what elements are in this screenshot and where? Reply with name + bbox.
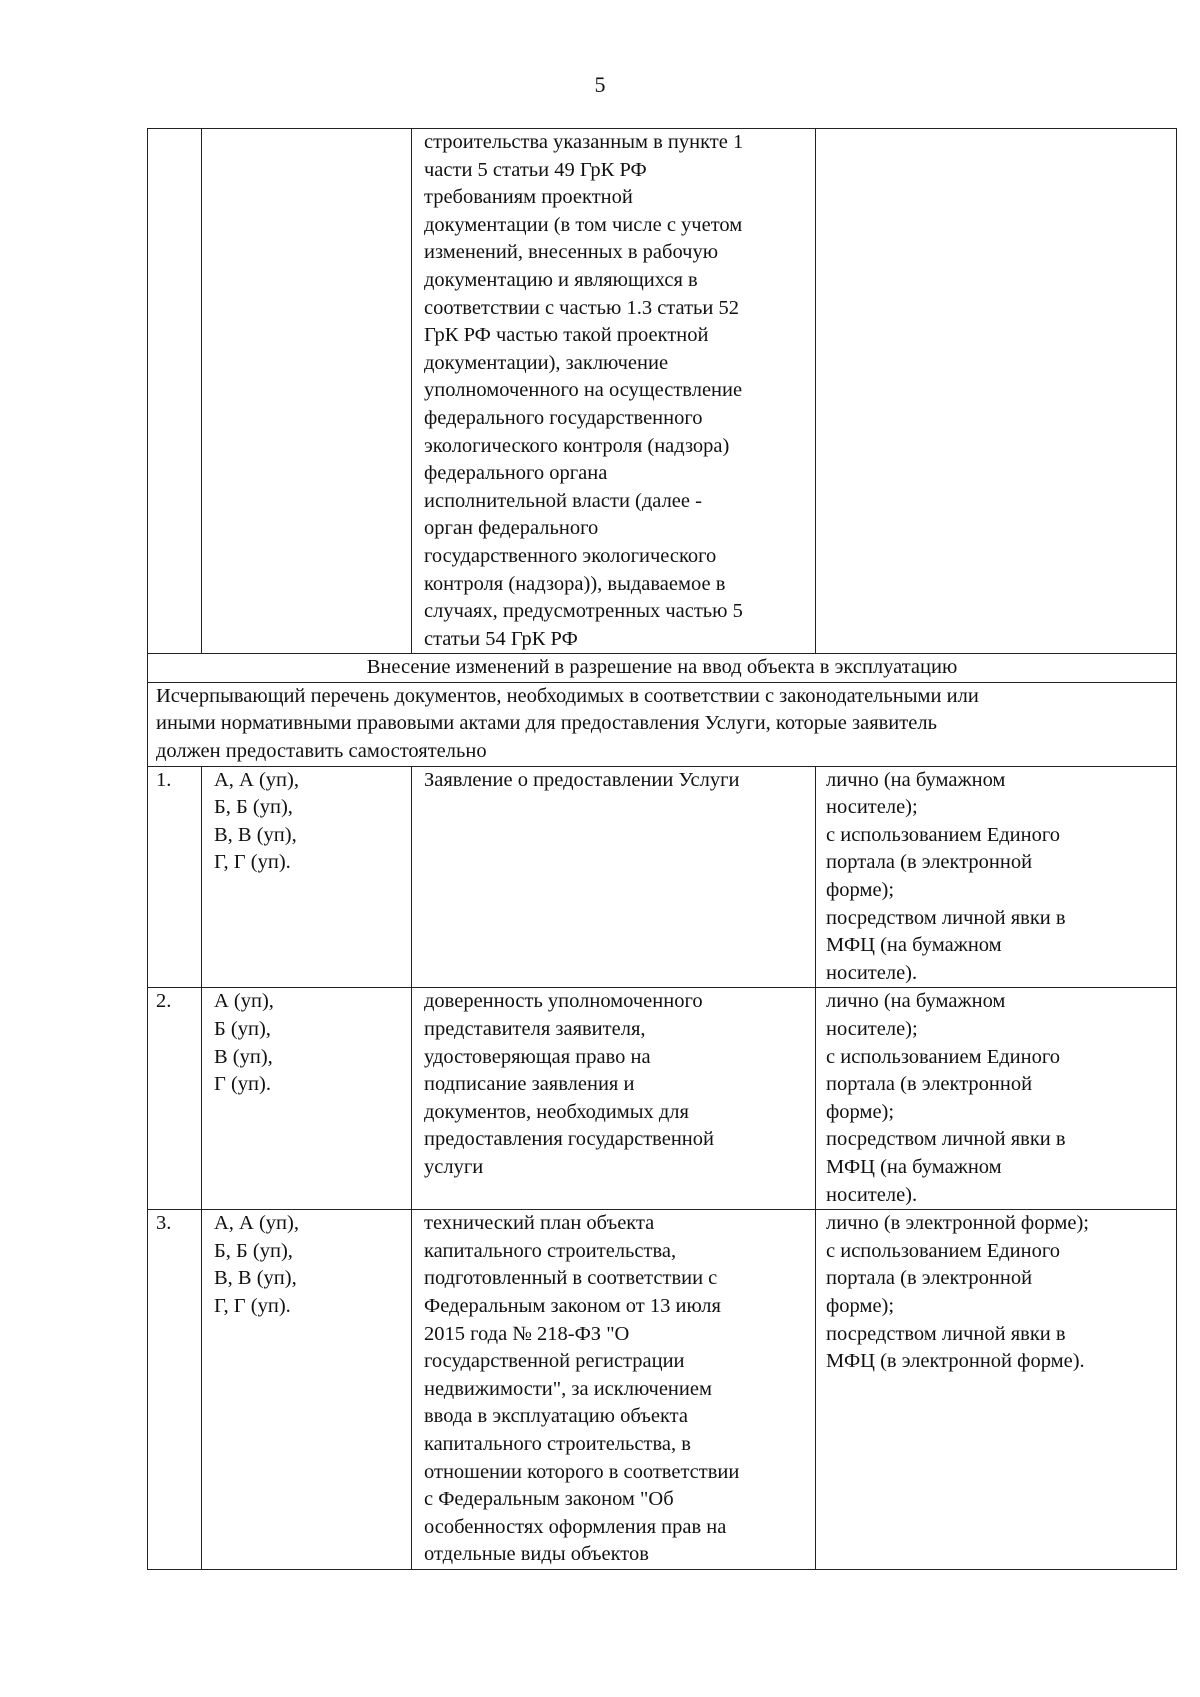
method-line: лично (на бумажном	[826, 990, 1006, 1013]
section-note-line: иными нормативными правовыми актами для предоставления Услуги, которые заявитель	[156, 712, 937, 735]
applicant-line: Г, Г (уп).	[214, 1294, 291, 1317]
method-cell	[816, 988, 1177, 1210]
document-line: представителя заявителя,	[424, 1018, 646, 1040]
document-line: федерального органа	[424, 462, 608, 485]
document-line: случаях, предусмотренных частью 5	[424, 600, 743, 623]
method-cell	[816, 766, 1177, 988]
method-line: лично (в электронной форме);	[826, 1212, 1089, 1235]
document-line: недвижимости", за исключением	[424, 1377, 712, 1400]
document-line: строительства указанным в пункте 1	[424, 131, 744, 153]
applicant-line: В, В (уп),	[214, 823, 297, 846]
document-line: подписание заявления и	[424, 1073, 635, 1096]
page-number: 5	[594, 72, 606, 97]
applicants-cell	[202, 766, 412, 988]
document-line: Заявление о предоставлении Услуги	[424, 768, 740, 791]
document-line: предоставления государственной	[424, 1128, 714, 1151]
method-line: с использованием Единого	[826, 1239, 1060, 1262]
method-line: портала (в электронной	[826, 851, 1033, 874]
section-title: Внесение изменений в разрешение на ввод объекта в эксплуатацию	[148, 654, 1177, 683]
row-number-cell	[148, 129, 202, 654]
document-cell	[412, 766, 816, 988]
method-line: МФЦ (на бумажном	[826, 934, 1002, 957]
applicant-line: Б, Б (уп),	[214, 1239, 293, 1262]
applicants-cell	[202, 988, 412, 1210]
applicant-line: Г (уп).	[214, 1073, 271, 1096]
applicant-line: А (уп),	[214, 990, 274, 1013]
applicant-line: А, А (уп),	[214, 768, 299, 791]
method-line: форме);	[826, 1294, 895, 1317]
document-line: ввода в эксплуатацию объекта	[424, 1405, 688, 1428]
documents-table	[147, 128, 1177, 1570]
applicants-cell	[202, 1210, 412, 1570]
document-line: 2015 года № 218-ФЗ "О	[424, 1322, 630, 1345]
document-line: федерального государственного	[424, 406, 703, 429]
document-line: технический план объекта	[424, 1212, 655, 1235]
document-line: требованиям проектной	[424, 186, 633, 209]
document-line: соответствии с частью 1.3 статьи 52	[424, 296, 739, 319]
applicant-line: В, В (уп),	[214, 1267, 297, 1290]
document-line: капитального строительства,	[424, 1239, 677, 1262]
applicant-line: В (уп),	[214, 1045, 273, 1068]
document-line: документов, необходимых для	[424, 1100, 689, 1123]
document-line: документацию и являющихся в	[424, 268, 698, 291]
section-note	[148, 682, 1177, 766]
section-note-line: Исчерпывающий перечень документов, необходимых в соответствии с законодательными или	[156, 684, 979, 707]
document-line: отношении которого в соответствии	[424, 1460, 740, 1483]
method-line: форме);	[826, 879, 895, 902]
method-line: посредством личной явки в	[826, 906, 1066, 929]
document-line: уполномоченного на осуществление	[424, 379, 743, 402]
applicants-cell	[202, 129, 412, 654]
document-line: орган федерального	[424, 517, 599, 540]
row-number: 3.	[148, 1210, 202, 1570]
method-line: носителе).	[826, 961, 918, 984]
method-line: посредством личной явки в	[826, 1128, 1066, 1151]
method-line: портала (в электронной	[826, 1073, 1033, 1096]
method-line: носителе);	[826, 796, 918, 819]
document-line: удостоверяющая право на	[424, 1045, 651, 1068]
section-title-row	[148, 654, 1177, 683]
method-line: портала (в электронной	[826, 1267, 1033, 1290]
method-line: лично (на бумажном	[826, 768, 1006, 791]
document-line: исполнительной власти (далее -	[424, 489, 702, 512]
row-number: 1.	[148, 766, 202, 988]
continuation-row	[148, 129, 1177, 654]
method-line: с использованием Единого	[826, 823, 1060, 846]
applicant-line: А, А (уп),	[214, 1212, 299, 1235]
document-line: документации), заключение	[424, 351, 669, 374]
section-note-row	[148, 682, 1177, 766]
document-line: части 5 статьи 49 ГрК РФ	[424, 158, 647, 181]
method-line: МФЦ (на бумажном	[826, 1155, 1002, 1178]
method-cell	[816, 1210, 1177, 1570]
document-line: Федеральным законом от 13 июля	[424, 1294, 721, 1317]
method-line: носителе).	[826, 1183, 918, 1206]
document-line: капитального строительства, в	[424, 1432, 691, 1455]
method-line: носителе);	[826, 1018, 918, 1040]
document-line: услуги	[424, 1155, 484, 1178]
document-line: изменений, внесенных в рабочую	[424, 241, 719, 264]
method-cell	[816, 129, 1177, 654]
table-row	[148, 988, 1177, 1210]
table-row	[148, 766, 1177, 988]
document-cell	[412, 129, 816, 654]
document-line: подготовленный в соответствии с	[424, 1267, 718, 1290]
document-line: особенностях оформления прав на	[424, 1515, 727, 1538]
document-line: доверенность уполномоченного	[424, 990, 703, 1013]
document-line: государственной регистрации	[424, 1350, 685, 1373]
section-note-line: должен предоставить самостоятельно	[156, 740, 487, 763]
document-cell	[412, 988, 816, 1210]
method-line: посредством личной явки в	[826, 1322, 1066, 1345]
applicant-line: Г, Г (уп).	[214, 851, 291, 874]
document-cell	[412, 1210, 816, 1570]
method-line: МФЦ (в электронной форме).	[826, 1350, 1085, 1373]
row-number: 2.	[148, 988, 202, 1210]
document-line: с Федеральным законом "Об	[424, 1488, 674, 1511]
table-row	[148, 1210, 1177, 1570]
method-line: с использованием Единого	[826, 1045, 1060, 1068]
document-line: ГрК РФ частью такой проектной	[424, 324, 709, 347]
document-line: отдельные виды объектов	[424, 1543, 649, 1566]
applicant-line: Б (уп),	[214, 1018, 271, 1040]
document-line: контроля (надзора)), выдаваемое в	[424, 572, 726, 595]
document-line: экологического контроля (надзора)	[424, 434, 730, 457]
document-line: документации (в том числе с учетом	[424, 213, 743, 236]
applicant-line: Б, Б (уп),	[214, 796, 293, 819]
document-line: государственного экологического	[424, 544, 717, 567]
method-line: форме);	[826, 1100, 895, 1123]
document-line: статьи 54 ГрК РФ	[424, 627, 578, 650]
